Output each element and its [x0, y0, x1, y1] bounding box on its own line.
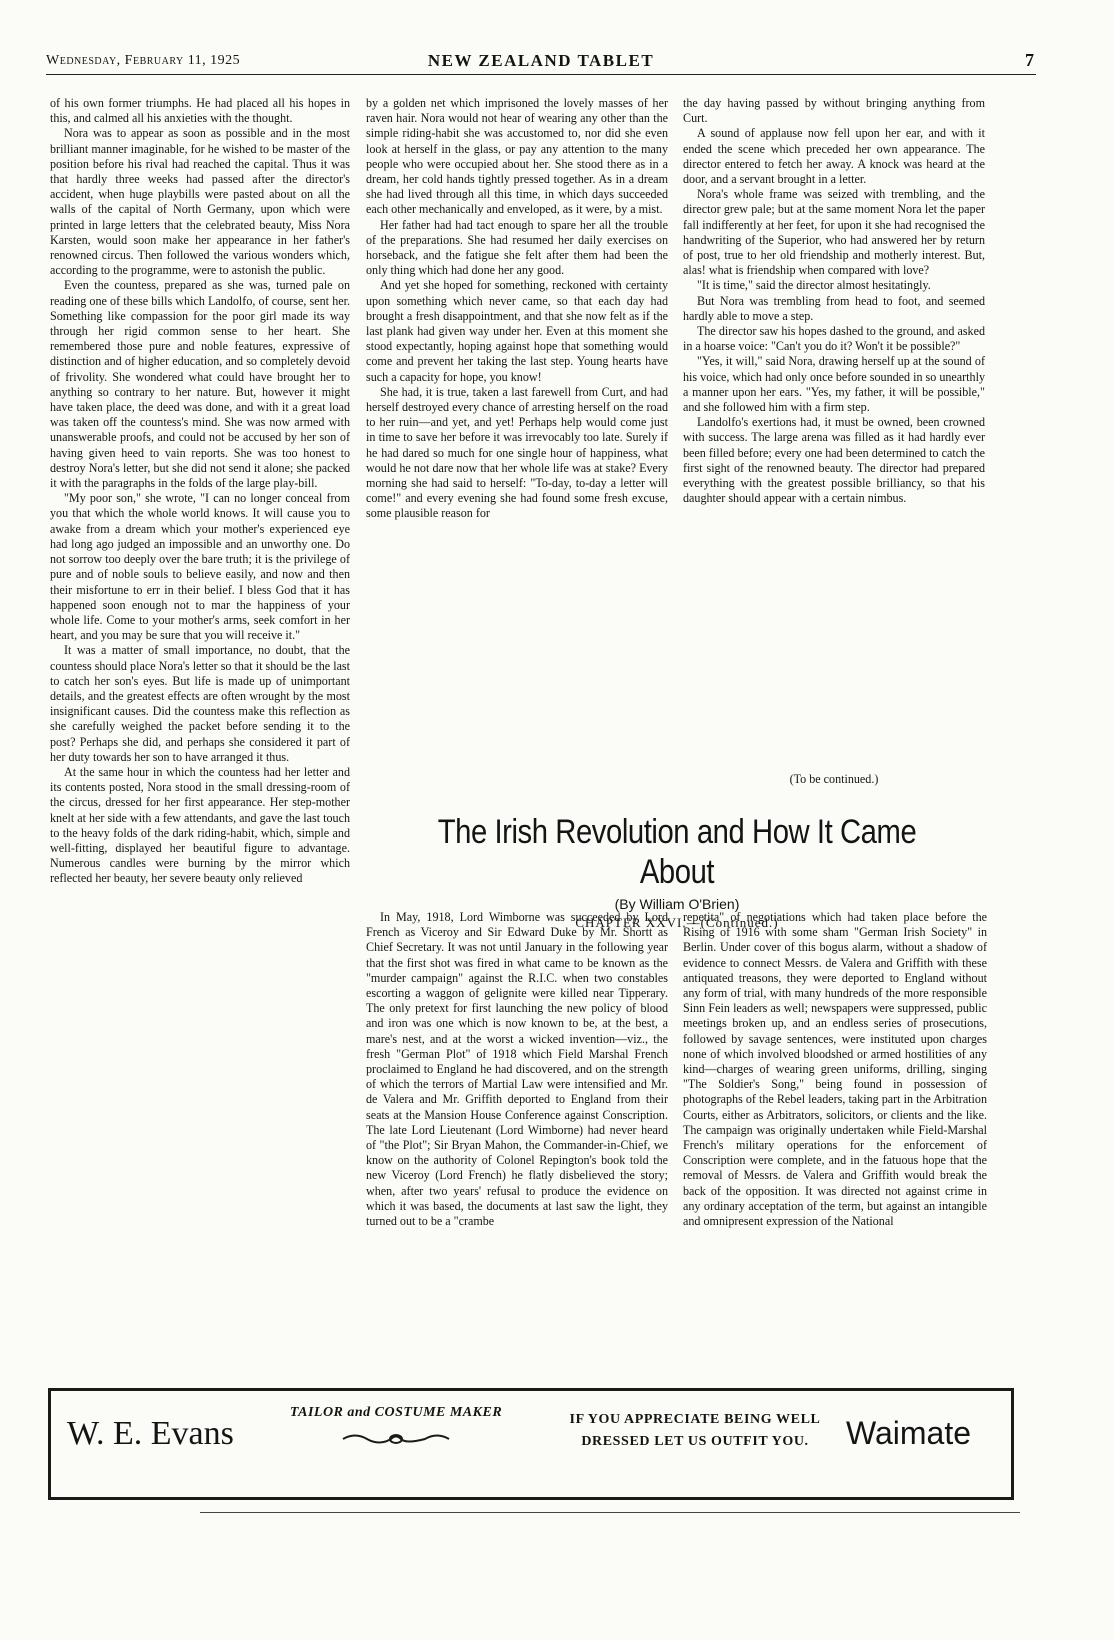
- advertisement: [48, 1388, 1014, 1500]
- story-column-1: [50, 96, 350, 1372]
- story-paragraph: Landolfo's exertions had, it must be owned, been crowned with success. The large arena was filled as it had hardly ever been filled before; every one had been determined to catch the first sight of the renowned beauty. The director had prepared everything with the greatest possible brilliancy, so that his daughter should appear with a certain nimbus.: [683, 415, 985, 506]
- ad-business-name: W. E. Evans: [67, 1415, 234, 1452]
- to-be-continued: (To be continued.): [789, 772, 879, 786]
- story-paragraph: The director saw his hopes dashed to the ground, and asked in a hoarse voice: "Can't you do it? Won't it be possible?": [683, 324, 985, 354]
- story-paragraph: the day having passed by without bringing anything from Curt.: [683, 96, 985, 126]
- ad-trade: TAILOR and COSTUME MAKER: [289, 1405, 503, 1420]
- story-paragraph: And yet she hoped for something, reckoned with certainty upon something which never came, so that each day had brought a fresh disappointment, and that she now felt as if the last plank had given way under her. Even at this moment she stood expectantly, hoping against hope that something would come and prevent her taking the last step. Young hearts have such a capacity for hope, you know!: [366, 278, 668, 384]
- article-byline: (By William O'Brien): [614, 896, 740, 912]
- bottom-rule: [200, 1512, 1020, 1513]
- story-paragraph: At the same hour in which the countess had her letter and its contents posted, Nora stood in the small dressing-room of the circus, dressed for her first appearance. Her step-mother knelt at her side with a few attendants, and gave the last touch to the heavy folds of the dark riding-habit, which, simple and well-fitting, displayed her beautiful figure to advantage. Numerous candles were burning by the mirror which reflected her beauty, her severe beauty only relieved: [50, 764, 350, 886]
- page-number: 7: [1025, 50, 1034, 70]
- article-chapter: CHAPTER XXVI.—(Continued.): [575, 915, 779, 930]
- story-paragraph: A sound of applause now fell upon her ear, and with it ended the scene which preceded her own appearance. The director entered to fetch her away. A knock was heard at the door, and a servant brought in a letter.: [683, 126, 985, 187]
- article-paragraph: In May, 1918, Lord Wimborne was succeeded by Lord French as Viceroy and Sir Edward Duke by Mr. Shortt as Chief Secretary. It was not until January in the following year that the first shot was fired in what came to be known as the "murder campaign" against the R.I.C. when two constables escorting a waggon of gelignite were killed near Tipperary. The only pretext for first launching the new policy of blood and iron was one which is now known to be, at the best, a mare's nest, and at the worst a wicked invention—viz., the fresh "German Plot" of 1918 which Field Marshal French proclaimed to England he had discovered, and on the strength of which the terrors of Martial Law were intensified and Mr. de Valera and Mr. Griffith deported to England from their seats at the Mansion House Conference against Conscription. The late Lord Lieutenant (Lord Wimborne) had never heard of "the Plot"; Sir Bryan Mahon, the Commander-in-Chief, we know on the authority of Colonel Repington's book told the new Viceroy (Lord French) he flatly disbelieved the story; when, after two years' refusal to produce the evidence on which it was based, the documents at last saw the light, they turned out to be a "crambe: [366, 910, 668, 1229]
- story-paragraph: It was a matter of small importance, no doubt, that the countess should place Nora's letter so that it should be the last to catch her son's eyes. But life is made up of unimportant details, and the greatest effects are often wrought by the most insignificant causes. Did the countess make this reflection as she carefully weighed the packet before sending it to the post? Perhaps she did, and perhaps she considered it part of her duty towards her son to have arranged it thus.: [50, 643, 350, 764]
- story-paragraph: Even the countess, prepared as she was, turned pale on reading one of these bills which Landolfo, of course, sent her. Something like compassion for the poor girl made its way through her rigid common sense to her heart. She remembered those pure and noble features, expressive of distinction and of higher education, and so completely devoid of frivolity. She wondered what could have brought her to anything so contrary to her nature. But, however it might have taken place, the deed was done, and with it a great load was taken off the countess's mind. She was now armed with unanswerable proofs, and could not be accused by her son of having given heed to vain reports. She was too honest to destroy Nora's letter, but she did not send it alone; she packed it with the paragraphs in the folds of the large play-bill.: [50, 278, 350, 491]
- ad-town: Waimate: [845, 1415, 971, 1451]
- story-paragraph: "Yes, it will," said Nora, drawing herself up at the sound of his voice, which had only once before sounded in so unearthly a manner upon her ears. "Yes, my father, it will be possible," and she followed him with a firm step.: [683, 354, 985, 415]
- article-title: The Irish Revolution and How It Came About: [437, 813, 917, 891]
- publication-title: NEW ZEALAND TABLET: [427, 51, 655, 70]
- story-paragraph: She had, it is true, taken a last farewell from Curt, and had herself destroyed every chance of arresting herself on the road to her ruin—and yet, and yet! Perhaps help would come just in time to save her before it was irrevocably too late. Surely if he had dared so much for one single hour of happiness, what would he not dare now that her whole life was at stake? Every morning she had said to herself: "To-day, to-day a letter will come!" and every evening she had found some fresh excuse, some plausible reason for: [366, 384, 668, 521]
- masthead: [46, 48, 1036, 75]
- ad-slogan-line-1: IF YOU APPRECIATE BEING WELL: [569, 1412, 821, 1427]
- article-paragraph: repetita" of negotiations which had taken place before the Rising of 1916 with some sham "German Irish Society" in Berlin. Under cover of this bogus alarm, without a shadow of evidence to connect Messrs. de Valera and Griffith with these antiquated treasons, they were deported to England without any form of trial, with many hundreds of the more responsible Sinn Fein leaders as well; newspapers were suppressed, public meetings broken up, and an endless series of prosecutions, followed by savage sentences, were instituted upon charges none of which involved bloodshed or armed hostilities of any kind—charges of wearing green uniforms, drilling, singing "The Soldier's Song," being found in possession of photographs of the Rebel leaders, taking part in the Arbitration Courts, either as Arbitrators, solicitors, or clients and the like. The campaign was originally undertaken while Field-Marshal French's military operations for the enforcement of Conscription were complete, and in the fatuous hope that the removal of Messrs. de Valera and Griffith would break the back of the opposition. It was directed not against crime in any ordinary acceptation of the term, but against an intangible and omnipresent expression of the National: [683, 910, 987, 1229]
- issue-date: Wednesday, February 11, 1925: [46, 53, 241, 68]
- story-paragraph: "My poor son," she wrote, "I can no longer conceal from you that which the whole world knows. It will cause you to awake from a dream which your mother's experienced eye had long ago judged an impossible and an unworthy one. Do not sorrow too deeply over the bare truth; it is the privilege of pure and of noble souls to believe easily, and now and then their misfortune to err in their belief. I bless God that it has happened soon enough not to mar the happiness of your whole life. Come to your mother's arms, seek comfort in her heart, and you may be sure that you will receive it.": [50, 491, 350, 643]
- story-column-3: [683, 96, 985, 798]
- article-column-2: [683, 910, 987, 1374]
- story-paragraph: Nora's whole frame was seized with trembling, and the director grew pale; but at the same moment Nora let the paper fall indifferently at her feet, for upon it she had recognised the handwriting of the Superior, who had answered her by return of post, true to her old friendship and motherly interest. But, alas! what is friendship when compared with love?: [683, 187, 985, 278]
- ad-slogan-line-2: DRESSED LET US OUTFIT YOU.: [581, 1434, 809, 1449]
- story-paragraph: of his own former triumphs. He had placed all his hopes in this, and calmed all his anxieties with the thought.: [50, 96, 350, 126]
- story-paragraph: Her father had had tact enough to spare her all the trouble of the preparations. She had resumed her daily exercises on horseback, and the fatigue she felt after them had been the only thing which had done her any good.: [366, 217, 668, 278]
- ad-slogan: [545, 1409, 845, 1453]
- article-column-1: [366, 910, 668, 1374]
- story-paragraph: But Nora was trembling from head to foot, and seemed hardly able to move a step.: [683, 293, 985, 323]
- continued-note-wrap: [683, 768, 985, 792]
- story-column-2: [366, 96, 668, 798]
- story-paragraph: Nora was to appear as soon as possible and in the most brilliant manner imaginable, for he wished to be master of the position before his rival had reached the capital. Thus it was that hardly three weeks had passed after the director's accident, when huge playbills were pasted about on all the walls of the capital of North Germany, upon which were printed in large letters that the celebrated beauty, Miss Nora Karsten, would soon make her appearance in her father's renowned circus. Then followed the various wonders which, according to the programme, were to astonish the public.: [50, 126, 350, 278]
- story-paragraph: "It is time," said the director almost hesitatingly.: [697, 278, 931, 293]
- story-paragraph: by a golden net which imprisoned the lovely masses of her raven hair. Nora would not hear of wearing any other than the simple riding-habit she was accustomed to, nor did she even look at herself in the glass, or pay any attention to the many people who were occupied about her. She stood there as in a dream, her cold hands tightly pressed together. As in a dream she had lived through all this time, in which days succeeded each other mechanically and enveloped, as it were, by a mist.: [366, 96, 668, 217]
- ornament-icon: [341, 1431, 451, 1447]
